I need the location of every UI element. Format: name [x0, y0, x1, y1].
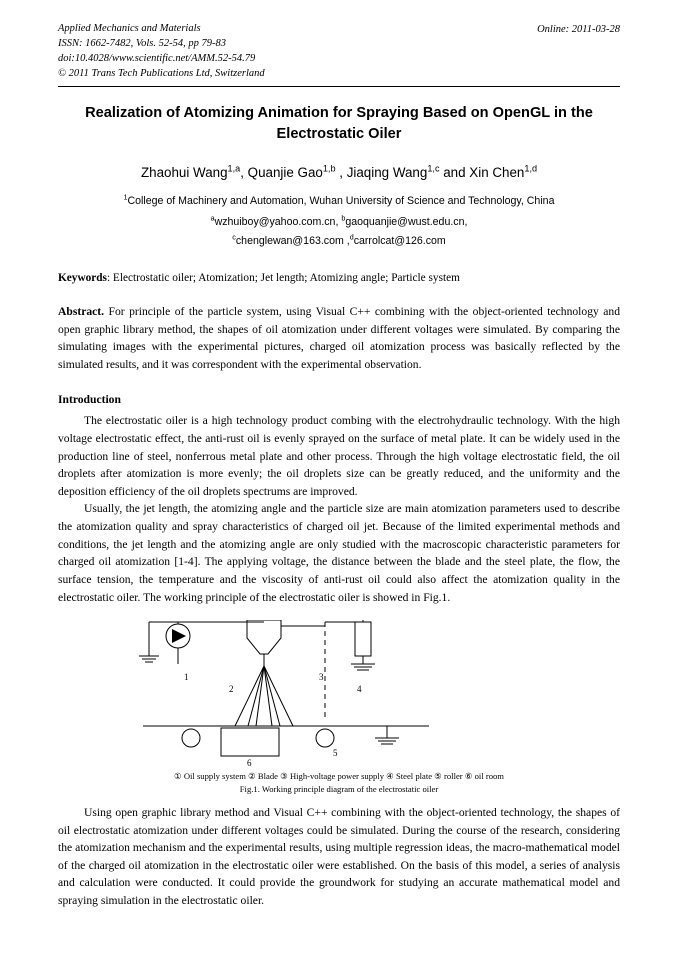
electrostatic-oiler-diagram [129, 620, 549, 768]
introduction-paragraph-1: The electrostatic oiler is a high technology product combing with the electrohydraulic technology. With the high voltage electrostatic effect, the anti-rust oil is evenly sprayed on the surface of metal plate. It can be widely used in the production line of steel, nonferrous metal plate and other process. Through the high voltage electrostatic field, the oil droplets after atomization is more evenly; the oil droplets size can be greatly reduced, and the uniformity and the deposition efficiency of the oil droplets spectrums are improved. [58, 414, 620, 498]
journal-doi: doi:10.4028/www.scientific.net/AMM.52-54.79 [58, 52, 256, 64]
journal-header-left [58, 22, 265, 82]
roller-left-icon [182, 729, 200, 747]
roller-right-icon [316, 729, 334, 747]
figure-label-3: 3 [319, 672, 324, 683]
author-emails-line-1: $^a$wzhuiboy@yahoo.com.cn, $^b$gaoquanjie@wust.edu.cn, [210, 213, 468, 228]
journal-copyright: © 2011 Trans Tech Publications Ltd, Switzerland [58, 67, 265, 79]
figure-label-5: 5 [333, 748, 338, 759]
closing-paragraph: Using open graphic library method and Visual C++ combining with the object-oriented technology, the shapes of oil electrostatic atomization under different voltages could be simulated. During the course of the research, considering the atomization mechanism and the experimental results, using multiple regression ideas, the macro-mathematical model of the charged oil atomization in the electrostatic oiler were established. On the basis of this model, a series of analysis and calculation were conducted. It could provide the groundwork for studying an accurate mathematical model and spraying simulation in the electrostatic oiler. [58, 805, 620, 907]
keywords-block [58, 270, 620, 287]
journal-name: Applied Mechanics and Materials [58, 23, 201, 34]
keywords-label: Keywords [58, 272, 107, 285]
author-emails [58, 213, 620, 250]
figure-label-6: 6 [247, 758, 252, 769]
keywords-text: : Electrostatic oiler; Atomization; Jet length; Atomizing angle; Particle system [106, 272, 460, 285]
figure-1 [58, 620, 620, 768]
affiliation: $^1$College of Machinery and Automation, Wuhan University of Science and Technology, China [123, 192, 555, 208]
journal-header [58, 22, 620, 82]
figure-label-4: 4 [357, 684, 362, 695]
abstract-text: For principle of the particle system, using Visual C++ combining with the object-oriented technology and open graphic library method, the shapes of oil atomization under different voltages were simulated. By comparing the simulating images with the experimental pictures, charged oil atomization process was basically reflected by the simulated results, and it was correspondent with the experimental observation. [58, 304, 620, 371]
abstract-block [58, 303, 620, 373]
oil-room [221, 728, 279, 756]
journal-online-date: Online: 2011-03-28 [537, 24, 620, 35]
figure-label-1: 1 [184, 672, 189, 683]
author-emails-line-2: $^c$chenglewan@163.com ,$^d$carrolcat@126.com [232, 231, 446, 247]
abstract-label: Abstract. [58, 304, 105, 318]
figure-label-2: 2 [229, 684, 234, 695]
figure-legend: ① Oil supply system ② Blade ③ High-voltage power supply ④ Steel plate ⑤ roller ⑥ oil room [173, 771, 504, 782]
author-list: Zhaohui Wang$^{1,a}$, Quanjie Gao$^{1,b}$ , Jiaqing Wang$^{1,c}$ and Xin Chen$^{1,d}$ [140, 163, 538, 180]
introduction-paragraph-2: Usually, the jet length, the atomizing angle and the particle size are main atomization parameters used to describe the atomization quality and spray characteristics of charged oil jet. Because of the limited experimental methods and conditions, the jet length and the atomizing angle are only studied with the macroscopic characteristic parameters for charged oil atomization [1-4]. The applying voltage, the distance between the blade and the steel plate, the flow, the surface tension, the temperature and the viscosity of anti-rust oil could also affect the atomization quality in the electrostatic oiler. The working principle of the electrostatic oiler is showed in Fig.1. [58, 502, 620, 604]
journal-issn-volume: ISSN: 1662-7482, Vols. 52-54, pp 79-83 [58, 37, 226, 49]
page-title: Realization of Atomizing Animation for Spraying Based on OpenGL in the Electrostatic Oiler [85, 104, 593, 142]
section-heading-introduction: Introduction [58, 393, 121, 407]
figure-caption: Fig.1. Working principle diagram of the electrostatic oiler [239, 784, 439, 795]
header-divider [58, 86, 620, 87]
